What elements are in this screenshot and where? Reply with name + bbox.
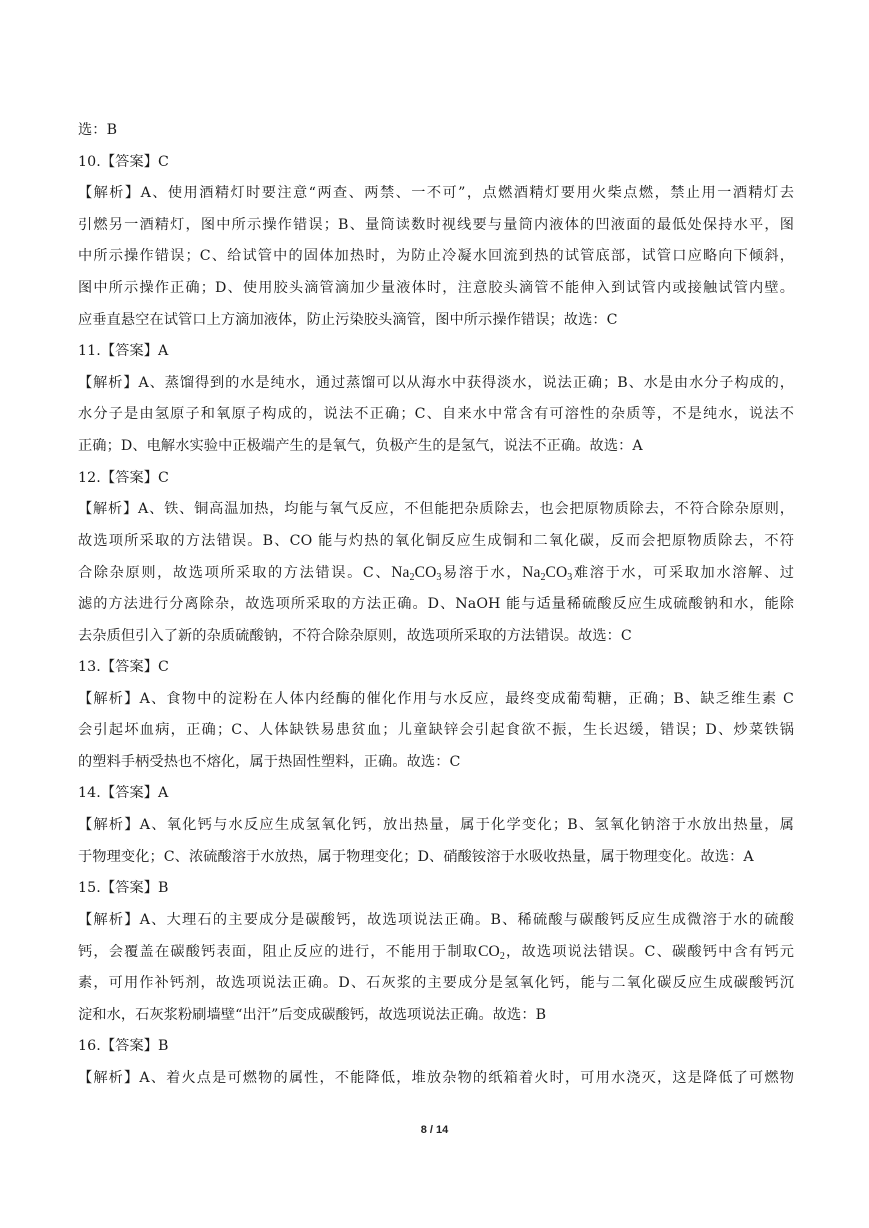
text-line: 合除杂原则，故选项所采取的方法错误。C、$Na_2CO_3$易溶于水，$Na_2CO_3$难溶于水，可采取加水溶解、过 <box>78 564 794 584</box>
text-line: 【解析】A、着火点是可燃物的属性，不能降低，堆放杂物的纸箱着火时，可用水浇灭，这是降低了可燃物 <box>78 1069 794 1086</box>
text-line: 16.【答案】B <box>78 1038 169 1055</box>
text-line: 选：B <box>78 122 118 138</box>
text-line: 应垂直悬空在试管口上方滴加液体，防止污染胶头滴管，图中所示操作错误；故选：C <box>78 311 618 328</box>
text-line: 中所示操作错误；C、给试管中的固体加热时，为防止冷凝水回流到热的试管底部，试管口应略向下倾斜， <box>78 248 794 265</box>
text-line: 钙，会覆盖在碳酸钙表面，阻止反应的进行，不能用于制取$CO_2$，故选项说法错误。C、碳酸钙中含有钙元 <box>78 943 794 963</box>
text-line: 淀和水，石灰浆粉刷墙壁“出汗”后变成碳酸钙，故选项说法正确。故选：B <box>78 1006 547 1023</box>
text-line: 去杂质但引入了新的杂质硫酸钠，不符合除杂原则，故选项所采取的方法错误。故选：C <box>78 627 632 644</box>
text-line: 【解析】A、大理石的主要成分是碳酸钙，故选项说法正确。B、稀硫酸与碳酸钙反应生成微溶于水的硫酸 <box>78 911 794 928</box>
chemical-formula: $Na_2CO_3$ <box>522 564 573 584</box>
text-line: 【解析】A、使用酒精灯时要注意“两查、两禁、一不可”，点燃酒精灯要用火柴点燃，禁止用一酒精灯去 <box>78 185 794 202</box>
page-number: 8 / 14 <box>420 1124 449 1136</box>
text-line: 会引起坏血病，正确；C、人体缺铁易患贫血；儿童缺锌会引起食欲不振，生长迟缓，错误；D、炒菜铁锅 <box>78 722 794 739</box>
text-line: 【解析】A、蒸馏得到的水是纯水，通过蒸馏可以从海水中获得淡水，说法正确；B、水是由水分子构成的， <box>78 374 794 391</box>
text-line: 13.【答案】C <box>78 659 169 676</box>
text-line: 【解析】A、氧化钙与水反应生成氢氧化钙，放出热量，属于化学变化；B、氢氧化钠溶于水放出热量，属 <box>78 817 794 834</box>
text-line: 10.【答案】C <box>78 153 169 170</box>
text-line: 12.【答案】C <box>78 469 169 486</box>
text-line: 素，可用作补钙剂，故选项说法正确。D、石灰浆的主要成分是氢氧化钙，能与二氧化碳反应生成碳酸钙沉 <box>78 975 794 992</box>
text-line: 14.【答案】A <box>78 785 169 802</box>
text-line: 【解析】A、铁、铜高温加热，均能与氧气反应，不但能把杂质除去，也会把原物质除去，不符合除杂原则， <box>78 501 794 518</box>
text-line: 故选项所采取的方法错误。B、CO 能与灼热的氧化铜反应生成铜和二氧化碳，反而会把原物质除去，不符 <box>78 532 794 549</box>
text-line: 图中所示操作正确；D、使用胶头滴管滴加少量液体时，注意胶头滴管不能伸入到试管内或接触试管内壁。 <box>78 279 794 296</box>
text-line: 11.【答案】A <box>78 343 169 360</box>
text-line: 滤的方法进行分离除杂，故选项所采取的方法正确。D、NaOH 能与适量稀硫酸反应生成硫酸钠和水，能除 <box>78 595 794 612</box>
chemical-formula: $CO_2$ <box>478 943 505 963</box>
text-line: 水分子是由氢原子和氧原子构成的，说法不正确；C、自来水中常含有可溶性的杂质等，不是纯水，说法不 <box>78 406 794 423</box>
text-line: 15.【答案】B <box>78 880 169 897</box>
answer-analysis-text <box>78 115 794 1094</box>
chemical-formula: $Na_2CO_3$ <box>391 564 442 584</box>
text-line: 的塑料手柄受热也不熔化，属于热固性塑料，正确。故选：C <box>78 753 461 770</box>
text-line: 于物理变化；C、浓硫酸溶于水放热，属于物理变化；D、硝酸铵溶于水吸收热量，属于物理变化。故选：A <box>78 848 754 865</box>
text-line: 【解析】A、食物中的淀粉在人体内经酶的催化作用与水反应，最终变成葡萄糖，正确；B、缺乏维生素 C <box>78 690 794 707</box>
text-line: 正确；D、电解水实验中正极端产生的是氧气，负极产生的是氢气，说法不正确。故选：A <box>78 437 643 454</box>
text-line: 引燃另一酒精灯，图中所示操作错误；B、量筒读数时视线要与量筒内液体的凹液面的最低处保持水平，图 <box>78 216 794 233</box>
